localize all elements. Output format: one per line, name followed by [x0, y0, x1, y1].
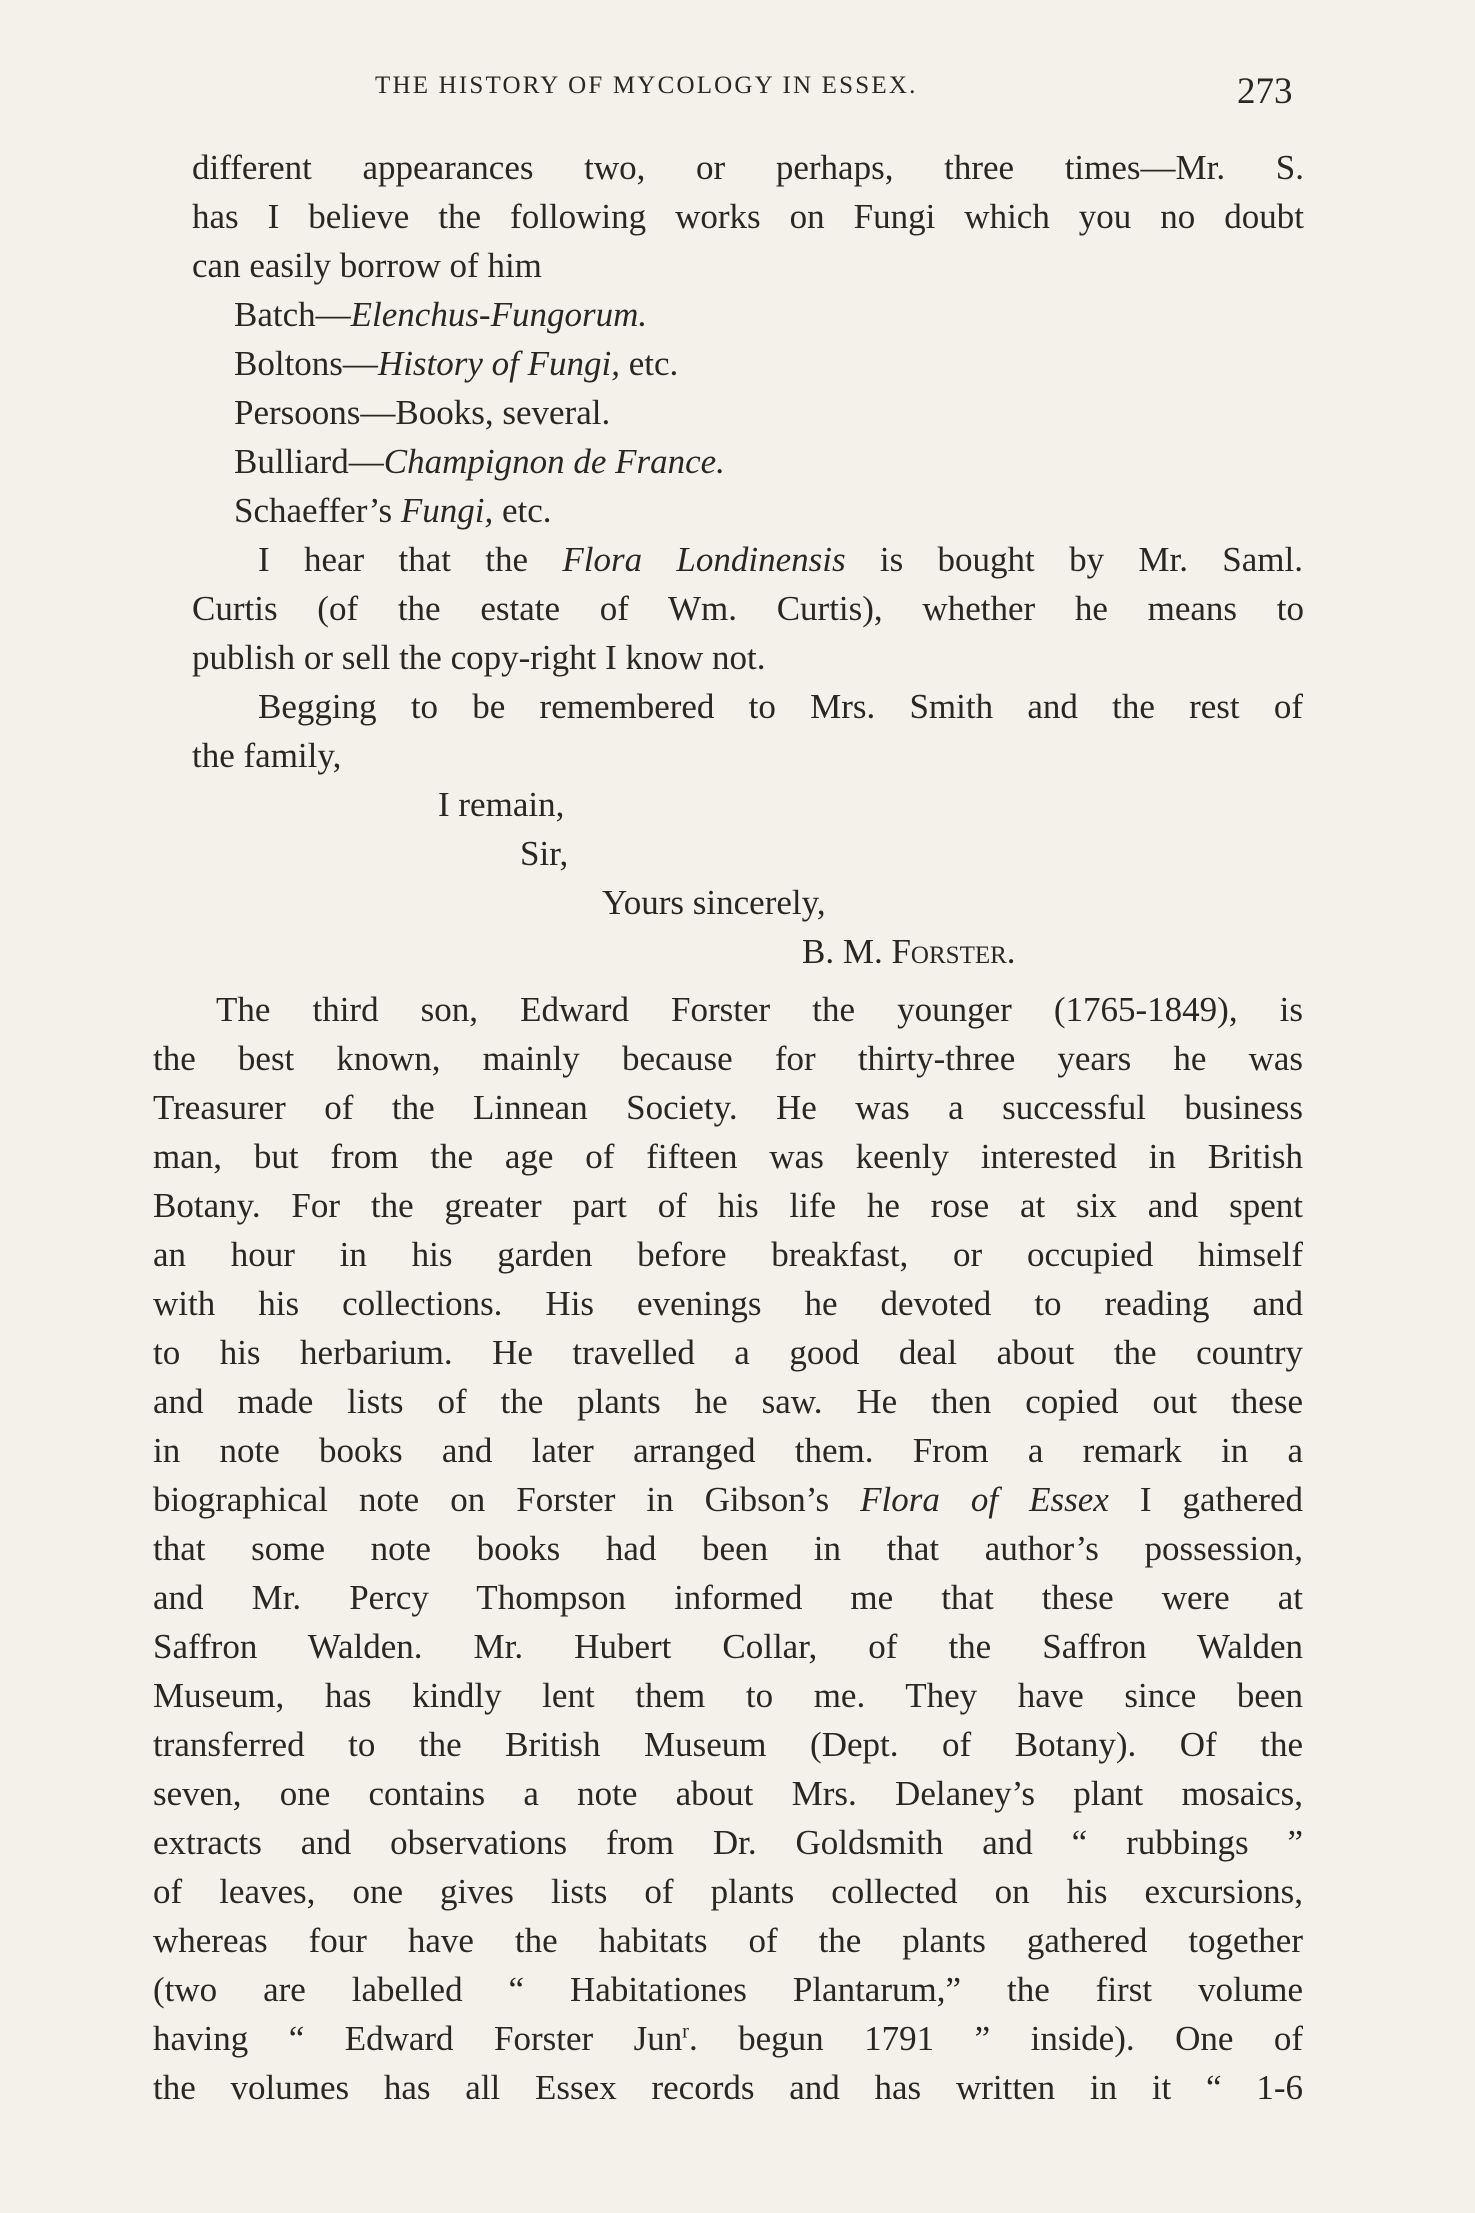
page-number: 273	[1237, 71, 1293, 112]
gibson-title: Flora of Essex	[860, 1480, 1109, 1519]
body-line: extracts and observations from Dr. Goldsmith and “ rubbings ”	[153, 1823, 1303, 1862]
gibson-after: I gathered	[1108, 1480, 1303, 1519]
work-author: Persoons—Books, several.	[234, 393, 611, 432]
having-after: . begun 1791 ” inside). One of	[688, 2019, 1303, 2058]
body-line: man, but from the age of fifteen was keenly interested in British	[153, 1137, 1303, 1176]
letter-line	[258, 538, 1303, 582]
letter-line: has I believe the following works on Fungi which you no doubt	[192, 197, 1304, 236]
work-author: Schaeffer’s	[234, 491, 401, 530]
body-line: to his herbarium. He travelled a good deal about the country	[153, 1333, 1303, 1372]
letter-line: different appearances two, or perhaps, three times—Mr. S.	[192, 148, 1304, 187]
body-line	[153, 2017, 1303, 2061]
body-line: (two are labelled “ Habitationes Plantarum,” the first volume	[153, 1970, 1303, 2009]
work-title: Elenchus-Fungorum.	[350, 295, 648, 334]
signature-name: B. M. Forster.	[802, 932, 1016, 971]
work-title: Champignon de France.	[383, 442, 725, 481]
works-list-item	[234, 293, 647, 337]
works-list-item	[234, 440, 725, 484]
superscript-r: r	[682, 2020, 689, 2043]
running-head	[0, 70, 1475, 130]
body-line: in note books and later arranged them. From a remark in a	[153, 1431, 1303, 1470]
work-author: Batch—	[234, 295, 351, 334]
body-line: Saffron Walden. Mr. Hubert Collar, of the Saffron Walden	[153, 1627, 1303, 1666]
body-line: and made lists of the plants he saw. He then copied out these	[153, 1382, 1303, 1421]
work-title: History of Fungi,	[377, 344, 620, 383]
body-line: Museum, has kindly lent them to me. They have since been	[153, 1676, 1303, 1715]
body-line: Botany. For the greater part of his life he rose at six and spent	[153, 1186, 1303, 1225]
body-line: that some note books had been in that author’s possession,	[153, 1529, 1303, 1568]
flora-title: Flora Londinensis	[562, 540, 846, 579]
works-list-item	[234, 391, 610, 435]
body-line: the best known, mainly because for thirty-three years he was	[153, 1039, 1303, 1078]
body-line: an hour in his garden before breakfast, or occupied himself	[153, 1235, 1303, 1274]
closing-sir: Sir,	[520, 834, 569, 873]
gibson-before: biographical note on Forster in Gibson’s	[153, 1480, 861, 1519]
body-line: The third son, Edward Forster the younger (1765-1849), is	[216, 990, 1303, 1029]
body-line: and Mr. Percy Thompson informed me that these were at	[153, 1578, 1303, 1617]
body-line: whereas four have the habitats of the plants gathered together	[153, 1921, 1303, 1960]
letter-line: publish or sell the copy-right I know not.	[192, 638, 766, 677]
letter-line: Begging to be remembered to Mrs. Smith and the rest of	[258, 687, 1303, 726]
work-author: Bulliard—	[234, 442, 384, 481]
work-author: Boltons—	[234, 344, 378, 383]
work-rest: etc.	[493, 491, 552, 530]
closing-yours: Yours sincerely,	[602, 883, 826, 922]
body-line: transferred to the British Museum (Dept. of Botany). Of the	[153, 1725, 1303, 1764]
running-title: THE HISTORY OF MYCOLOGY IN ESSEX.	[375, 72, 918, 99]
body-line: Treasurer of the Linnean Society. He was a successful business	[153, 1088, 1303, 1127]
letter-line: Curtis (of the estate of Wm. Curtis), whether he means to	[192, 589, 1304, 628]
body-line: of leaves, one gives lists of plants collected on his excursions,	[153, 1872, 1303, 1911]
having-before: having “ Edward Forster Jun	[153, 2019, 683, 2058]
flora-after: is bought by Mr. Saml.	[845, 540, 1303, 579]
work-rest: etc.	[620, 344, 679, 383]
body-line	[153, 1478, 1303, 1522]
closing-remain: I remain,	[438, 785, 565, 824]
letter-line: the family,	[192, 736, 342, 775]
body-line: the volumes has all Essex records and has written in it “ 1-6	[153, 2068, 1303, 2107]
signature	[802, 930, 1016, 974]
body-line: seven, one contains a note about Mrs. Delaney’s plant mosaics,	[153, 1774, 1303, 1813]
works-list-item	[234, 489, 552, 533]
body-line: with his collections. His evenings he devoted to reading and	[153, 1284, 1303, 1323]
work-title: Fungi,	[400, 491, 494, 530]
flora-before: I hear that the	[258, 540, 563, 579]
works-list-item	[234, 342, 678, 386]
letter-line: can easily borrow of him	[192, 246, 542, 285]
